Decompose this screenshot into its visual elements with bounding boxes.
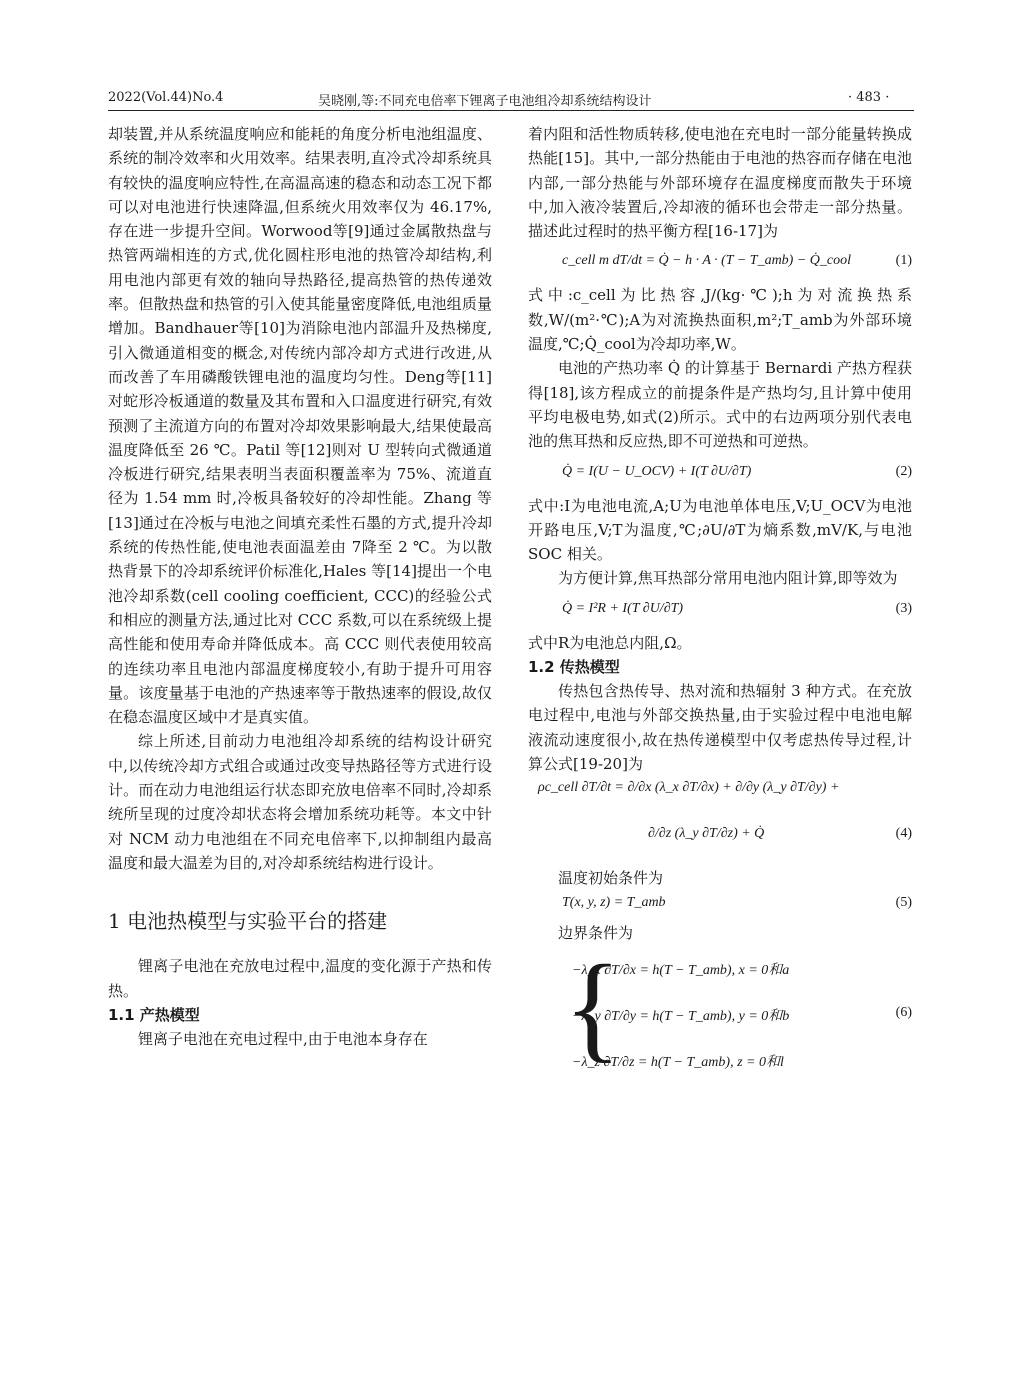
equation-body: ρc_cell ∂T/∂t = ∂/∂x (λ_x ∂T/∂x) + ∂/∂y (λ_y ∂T/∂y) +	[538, 780, 840, 796]
paragraph: 电池的产热功率 Q̇ 的计算基于 Bernardi 产热方程获得[18],该方程成立的前提条件是产热均匀,且计算中使用平均电极电势,如式(2)所示。式中的右边两项分别代表电池的焦耳热和反应热,即不可逆热和可逆热。	[528, 359, 912, 451]
subsection-heading: 1.1 产热模型	[108, 1005, 200, 1024]
equation-body: Q̇ = I²R + I(T ∂U/∂T)	[562, 600, 684, 616]
equation-body: c_cell m dT/dt = Q̇ − h · A · (T − T_amb) − Q̇_cool	[562, 253, 852, 269]
paragraph: 锂离子电池在充放电过程中,温度的变化源于产热和传热。	[108, 957, 492, 1000]
equation-body: T(x, y, z) = T_amb	[562, 894, 666, 910]
paragraph: 着内阻和活性物质转移,使电池在充电时一部分能量转换成热能[15]。其中,一部分热能由于电池的热容而存储在电池内部,一部分热能与外部环境存在温度梯度而散失于环境中,加入液冷装置后,冷却液的循环也会带走一部分热量。描述此过程时的热平衡方程[16-17]为	[528, 125, 912, 241]
equation-5	[528, 891, 912, 921]
equation-body: −λ_z ∂T/∂z = h(T − T_amb), z = 0和l	[572, 1054, 784, 1070]
page-number: · 483 ·	[848, 90, 890, 105]
equation-4	[528, 776, 912, 866]
left-brace: {	[564, 939, 622, 1073]
equation-number: (1)	[895, 253, 912, 269]
equation-number: (4)	[895, 826, 912, 842]
paragraph: 锂离子电池在充电过程中,由于电池本身存在	[138, 1029, 428, 1048]
equation-number: (2)	[895, 463, 912, 479]
equation-body: −λ_y ∂T/∂y = h(T − T_amb), y = 0和b	[572, 1008, 790, 1024]
equation-body: ∂/∂z (λ_y ∂T/∂z) + Q̇	[648, 826, 765, 842]
equation-6	[528, 939, 912, 1085]
paragraph: 却装置,并从系统温度响应和能耗的角度分析电池组温度、系统的制冷效率和火用效率。结果表明,直冷式冷却系统具有较快的温度响应特性,在高温高速的稳态和动态工况下都可以对电池进行快速降温,但系统火用效率仅为 46.17%,存在进一步提升空间。Worwood等[9]通过金属散热盘与热管两端相连的方式,优化圆柱形电池的热管冷却结构,利用电池内部更有效的轴向导热路径,提高热管的热传递效率。但散热盘和热管的引入使其能量密度降低,电池组质量增加。Bandhauer等[10]为消除电池内部温升及热梯度,引入微通道相变的概念,对传统内部冷却方式进行改进,从而改善了车用磷酸铁锂电池的温度均匀性。Deng等[11]对蛇形冷板通道的数量及其布置和入口温度进行研究,有效预测了主流道方向的布置对冷却效果影响最大,结果使最高温度降低至 26 ℃。Patil 等[12]则对 U 型转向式微通道冷板进行研究,结果表明当表面积覆盖率为 75%、流道直径为 1.54 mm 时,冷板具备较好的冷却性能。Zhang 等[13]通过在冷板与电池之间填充柔性石墨的方式,提升冷却系统的传热性能,使电池表面温差由 7降至 2 ℃。为以散热背景下的冷却系统评价标准化,Hales 等[14]提出一个电池冷却系数(cell cooling coefficient, CCC)的经验公式和相应的测量方法,通过比对 CCC 系数,可以在系统级上提高性能和使用寿命并降低成本。高 CCC 则代表使用较高的连续功率且电池内部温度梯度较小,有助于提升可用容量。该度量基于电池的产热速率等于散热速率的假设,故仅在稳态温度区域中才是真实值。	[108, 125, 492, 727]
paragraph: 温度初始条件为	[558, 869, 664, 888]
equation-number: (3)	[895, 600, 912, 616]
equation-2	[528, 454, 912, 494]
left-column	[108, 122, 492, 1051]
paragraph: 为方便计算,焦耳热部分常用电池内阻计算,即等效为	[558, 569, 898, 588]
equation-number: (5)	[895, 894, 912, 910]
paragraph: 边界条件为	[558, 923, 634, 942]
right-column	[528, 122, 912, 1085]
journal-issue: 2022(Vol.44)No.4	[108, 90, 224, 105]
running-title: 吴晓刚,等:不同充电倍率下锂离子电池组冷却系统结构设计	[318, 94, 652, 109]
header-rule	[108, 110, 914, 111]
paragraph: 综上所述,目前动力电池组冷却系统的结构设计研究中,以传统冷却方式组合或通过改变导热路径等方式进行设计。而在动力电池组运行状态即充放电倍率不同时,冷却系统所呈现的过度冷却状态将会增加系统功耗等。本文中针对 NCM 动力电池组在不同充电倍率下,以抑制组内最高温度和最大温差为目的,对冷却系统结构进行设计。	[108, 732, 492, 872]
equation-body: −λ_x ∂T/∂x = h(T − T_amb), x = 0和a	[572, 962, 790, 978]
paragraph: 传热包含热传导、热对流和热辐射 3 种方式。在充放电过程中,电池与外部交换热量,由于实验过程中电池电解液流动速度很小,故在热传递模型中仅考虑热传导过程,计算公式[19-20]为	[528, 682, 912, 773]
paragraph: 式中:c_cell为比热容,J/(kg·℃);h为对流换热系数,W/(m²·℃);A为对流换热面积,m²;T_amb为外部环境温度,℃;Q̇_cool为冷却功率,W。	[528, 286, 912, 354]
paragraph: 式中R为电池总内阻,Ω。	[528, 633, 692, 652]
equation-3	[528, 591, 912, 631]
equation-number: (6)	[895, 1004, 912, 1020]
equation-body: Q̇ = I(U − U_OCV) + I(T ∂U/∂T)	[562, 463, 752, 479]
equation-1	[528, 243, 912, 283]
subsection-heading: 1.2 传热模型	[528, 658, 620, 677]
paragraph: 式中:I为电池电流,A;U为电池单体电压,V;U_OCV为电池开路电压,V;T为温度,℃;∂U/∂T为熵系数,mV/K,与电池 SOC 相关。	[528, 496, 912, 564]
section-heading: 1 电池热模型与实验平台的搭建	[108, 909, 388, 934]
